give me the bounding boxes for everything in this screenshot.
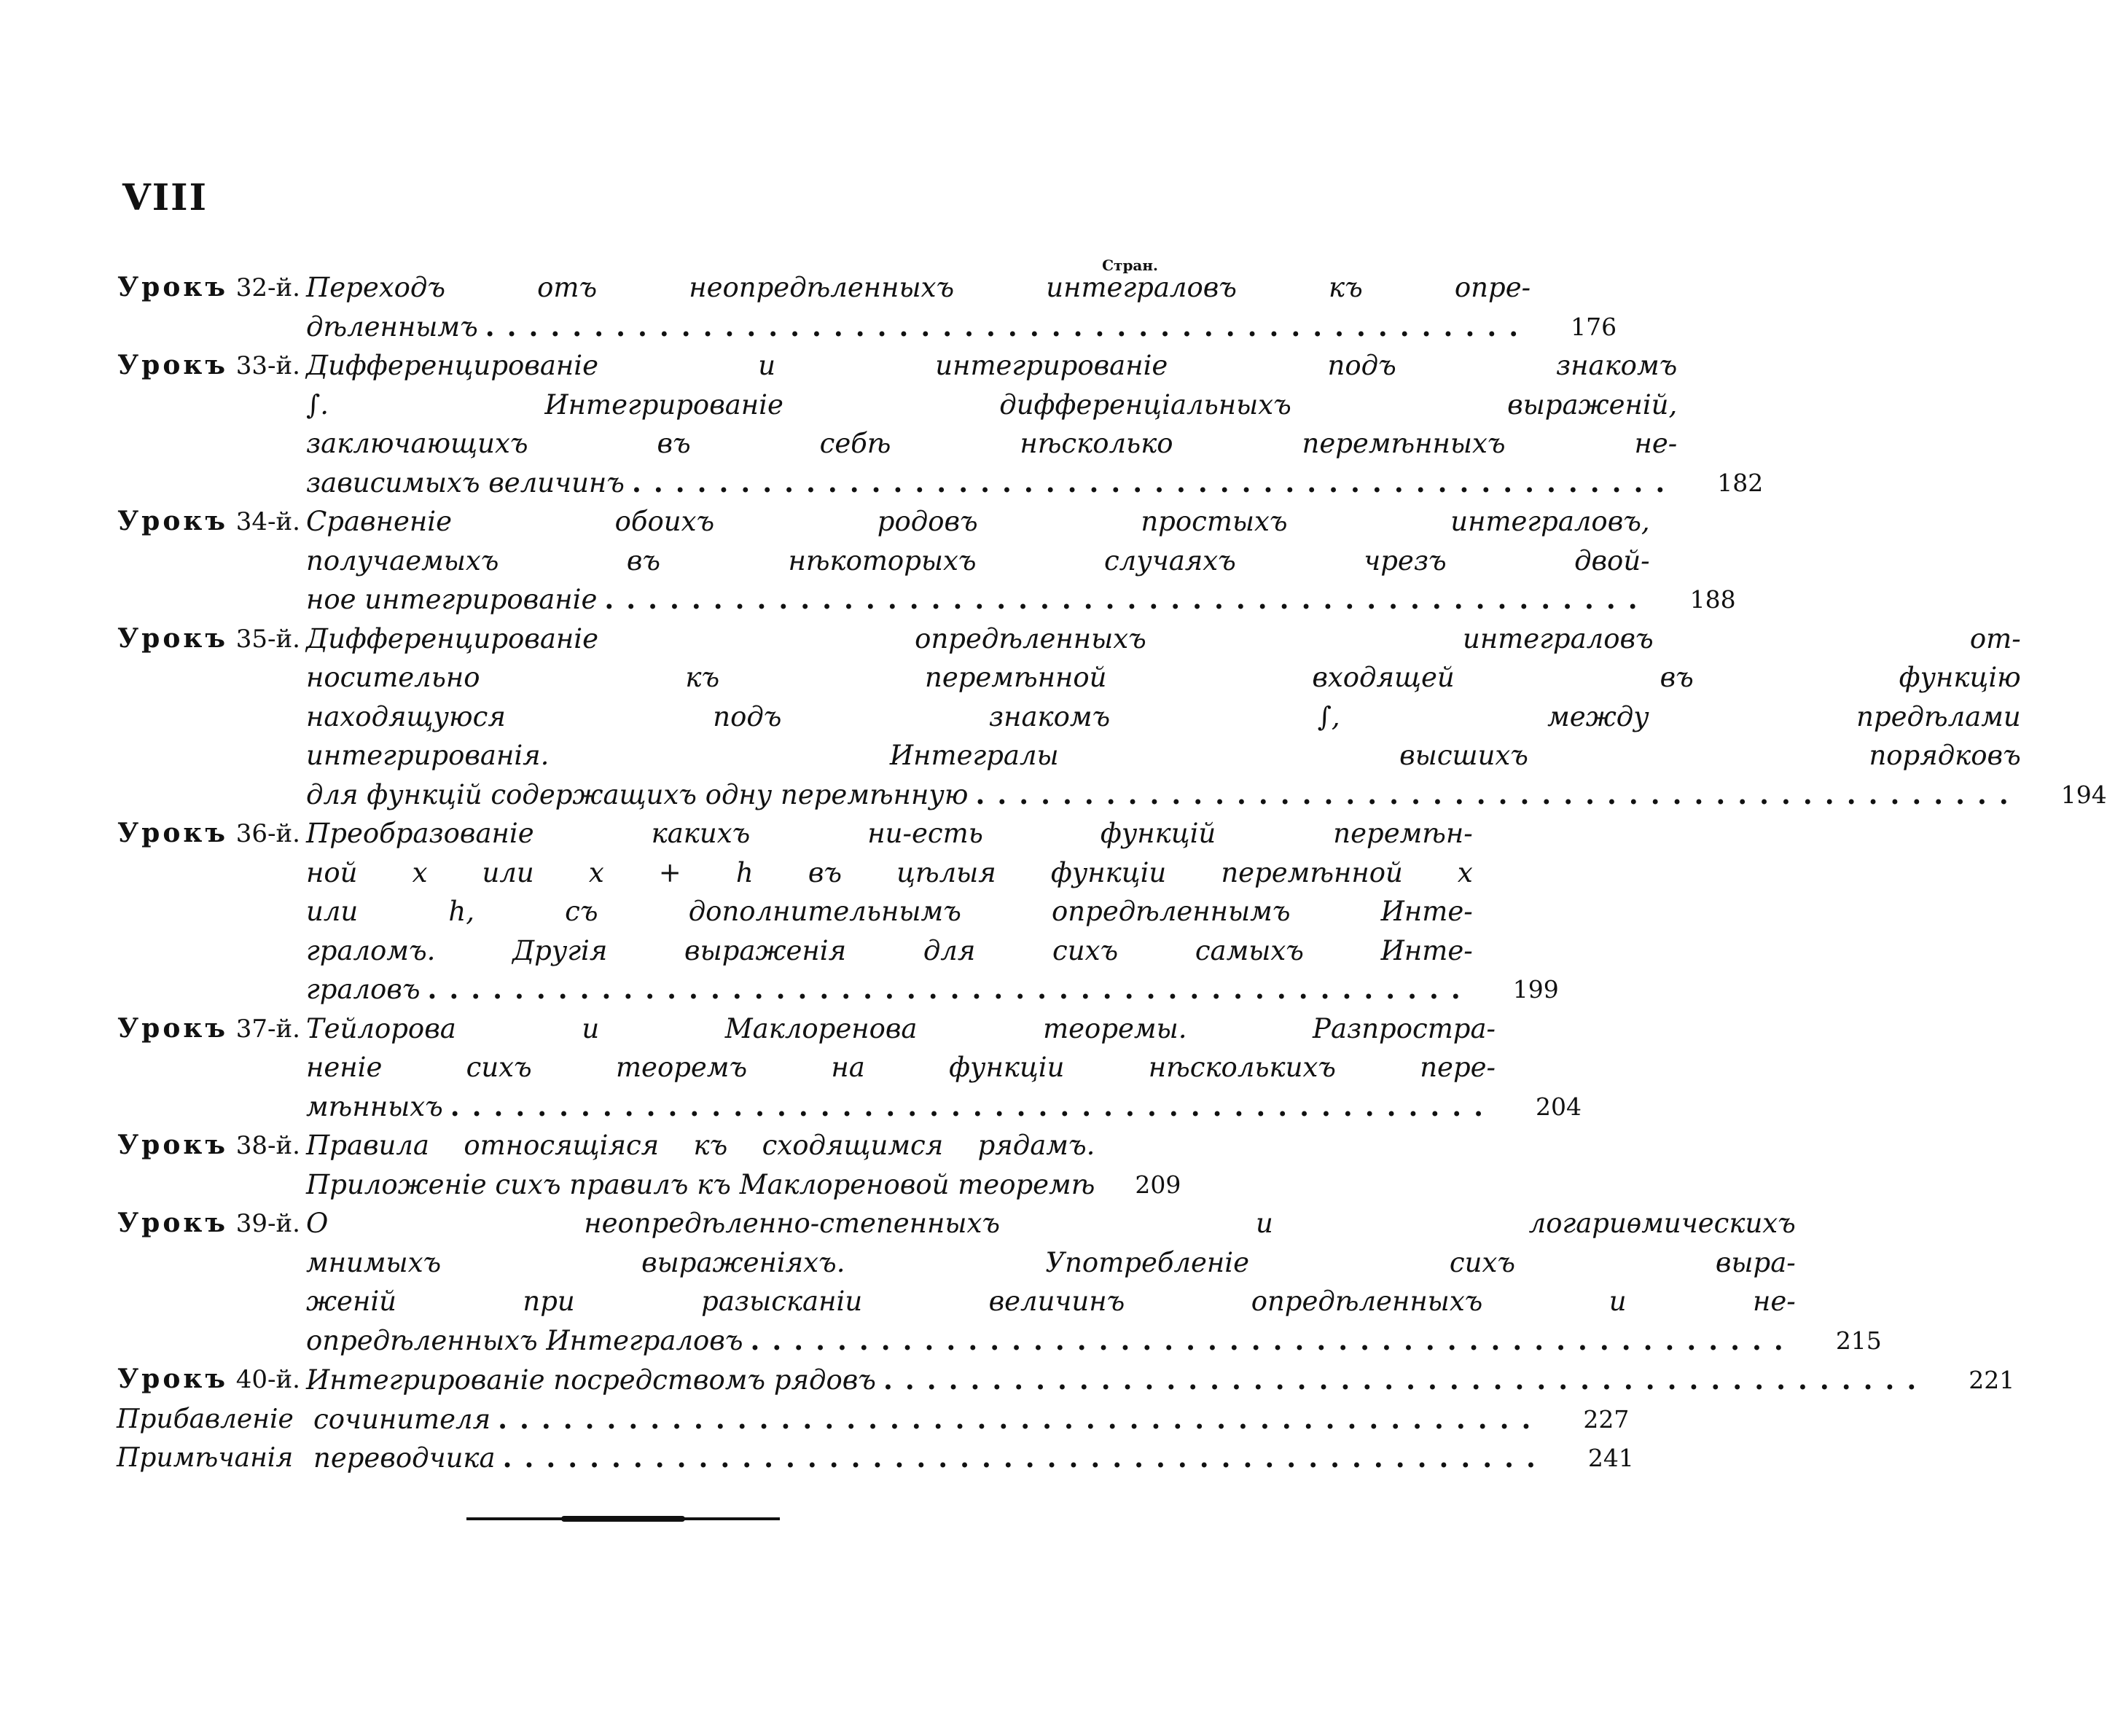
title-line: Приложеніе сихъ правилъ къ Маклореновой теоремѣ: [306, 1168, 1095, 1200]
toc-entry: [109, 1126, 1181, 1204]
lesson-number: 34-й.: [235, 507, 300, 536]
entry-label: [109, 1009, 306, 1049]
entry-title: [306, 1204, 1796, 1360]
entry-label: [109, 502, 306, 542]
title-line: находящуюся подъ знакомъ ∫, между предѣлами: [306, 700, 2021, 732]
lesson-number: 39-й.: [235, 1209, 300, 1238]
toc-entry: [109, 619, 2107, 815]
leader-dots: ................................................: [750, 1323, 1796, 1356]
title-last-line: [313, 1400, 1543, 1439]
entry-title: [306, 502, 1650, 619]
title-line: заключающихъ въ себѣ нѣсколько перемѣнныхъ не-: [306, 428, 1678, 459]
lesson-word: Урокъ: [117, 350, 228, 380]
lesson-number: 36-й.: [235, 819, 300, 848]
title-line: Тейлорова и Маклоренова теоремы. Разпростра-: [306, 1012, 1496, 1044]
leader-dots: ................................................: [498, 1402, 1544, 1435]
title-last-line: [306, 1321, 1796, 1361]
title-line: женій при разысканіи величинъ опредѣленныхъ и не-: [306, 1286, 1796, 1317]
title-last-line: [306, 775, 2021, 815]
lesson-word: Урокъ: [117, 1130, 228, 1160]
lesson-word: Урокъ: [117, 506, 228, 536]
title-line: мнимыхъ выраженіяхъ. Употребленіе сихъ выра-: [306, 1246, 1796, 1278]
lesson-word: Урокъ: [117, 1012, 228, 1044]
title-line: или h, съ дополнительнымъ опредѣленнымъ Инте-: [306, 896, 1473, 927]
page-column-header: Стран.: [1102, 257, 1158, 274]
entry-title: [306, 1361, 1928, 1400]
entry-title: [306, 1126, 1095, 1204]
lesson-number: 38-й.: [235, 1131, 300, 1160]
entry-title: [313, 1400, 1543, 1439]
page-reference: 221: [1969, 1366, 2015, 1394]
toc-entry: [109, 1204, 1882, 1360]
title-line: для функцій содержащихъ одну перемѣнную: [306, 778, 969, 810]
entry-title: [313, 1439, 1548, 1478]
title-line: Интегрированіе посредствомъ рядовъ: [306, 1364, 876, 1396]
entry-title: [306, 268, 1531, 346]
title-line: ∫. Интегрированіе дифференціальныхъ выраженій,: [306, 388, 1678, 421]
title-last-line: [306, 1087, 1496, 1127]
title-line: интегрированія. Интегралы высшихъ порядковъ: [306, 740, 2021, 771]
title-line: граломъ. Другія выраженія для сихъ самыхъ Инте-: [306, 934, 1473, 966]
page-reference: 176: [1571, 312, 1617, 341]
lesson-number: 37-й.: [235, 1014, 300, 1044]
entry-label: Прибавленіе: [117, 1404, 294, 1434]
page-reference: 194: [2060, 780, 2107, 809]
leader-dots: ................................................: [883, 1364, 1929, 1396]
title-line: неніе сихъ теоремъ на функціи нѣсколькихъ пере-: [306, 1052, 1496, 1083]
title-line: зависимыхъ величинъ: [306, 466, 625, 498]
lesson-number: 32-й.: [235, 273, 300, 302]
entry-label: [109, 1126, 306, 1166]
page-reference: 241: [1587, 1444, 1634, 1472]
entry-label: [109, 268, 306, 308]
lesson-word: Урокъ: [117, 818, 228, 848]
lesson-word: Урокъ: [117, 272, 228, 302]
title-line: граловъ: [306, 974, 421, 1005]
title-line: сочинителя: [313, 1403, 491, 1435]
page-number: VIII: [122, 176, 208, 219]
page-reference: 188: [1689, 585, 1736, 614]
toc-entry: [109, 502, 1736, 619]
page-reference: 227: [1583, 1404, 1630, 1434]
title-line: ное интегрированіе: [306, 584, 598, 615]
entry-title: [306, 619, 2021, 815]
title-last-line: [306, 580, 1650, 619]
title-last-line: [306, 1361, 1928, 1400]
title-line: ной x или x + h въ цѣлыя функціи перемѣнной x: [306, 856, 1473, 888]
lesson-word: Урокъ: [117, 1364, 228, 1394]
table-of-contents: [109, 268, 2107, 1478]
leader-dots: ................................................: [975, 778, 2021, 810]
entry-label: [109, 814, 306, 854]
leader-dots: ................................................: [502, 1442, 1548, 1474]
title-last-line: [306, 970, 1473, 1009]
title-last-line: [306, 308, 1531, 347]
title-line: опредѣленныхъ Интеграловъ: [306, 1324, 743, 1356]
entry-title: [306, 346, 1677, 502]
entry-label: [109, 619, 306, 660]
title-line: мѣнныхъ: [306, 1090, 443, 1122]
page-reference: 209: [1135, 1170, 1181, 1199]
toc-entry: [109, 1439, 1634, 1478]
decorative-rule: [466, 1517, 780, 1520]
entry-label: Примѣчанія: [117, 1443, 294, 1473]
toc-entry: [109, 1360, 2015, 1400]
lesson-number: 40-й.: [235, 1365, 300, 1394]
page-reference: 199: [1512, 975, 1559, 1004]
title-line: получаемыхъ въ нѣкоторыхъ случаяхъ чрезъ двой-: [306, 544, 1650, 576]
title-line: О неопредѣленно-степенныхъ и логариѳмическихъ: [306, 1208, 1796, 1239]
title-line: Правила относящіяся къ сходящимся рядамъ.: [306, 1130, 1095, 1161]
title-last-line: [306, 1165, 1095, 1205]
entry-label: [109, 1360, 306, 1400]
toc-entry: [109, 268, 1617, 346]
toc-entry: [109, 814, 1559, 1009]
title-line: Дифференцированіе и интегрированіе подъ знакомъ: [306, 350, 1678, 381]
entry-title: [306, 1009, 1496, 1127]
title-line: дѣленнымъ: [306, 310, 478, 343]
entry-label: [109, 1204, 306, 1244]
title-line: Дифференцированіе опредѣленныхъ интеграловъ от-: [306, 622, 2021, 654]
lesson-number: 35-й.: [235, 624, 300, 654]
entry-label: [109, 346, 306, 386]
toc-entry: [109, 346, 1764, 502]
title-last-line: [306, 464, 1677, 503]
toc-entry: [109, 1009, 1582, 1127]
leader-dots: ................................................: [631, 466, 1678, 498]
page-reference: 182: [1717, 468, 1764, 497]
leader-dots: ................................................: [450, 1090, 1496, 1122]
lesson-number: 33-й.: [235, 351, 300, 380]
leader-dots: ................................................: [485, 310, 1531, 343]
leader-dots: ................................................: [427, 973, 1473, 1005]
entry-title: [306, 814, 1473, 1009]
leader-dots: ................................................: [604, 583, 1650, 615]
title-line: Переходъ отъ неопредѣленныхъ интеграловъ къ опре-: [306, 272, 1531, 303]
lesson-word: Урокъ: [117, 622, 228, 654]
toc-entry: [109, 1400, 1630, 1439]
title-line: носительно къ перемѣнной входящей въ функцію: [306, 662, 2021, 693]
title-line: переводчика: [313, 1442, 496, 1474]
page-reference: 204: [1536, 1092, 1582, 1121]
title-line: Преобразованіе какихъ ни-есть функцій перемѣн-: [306, 818, 1473, 849]
title-last-line: [313, 1439, 1548, 1478]
lesson-word: Урокъ: [117, 1208, 228, 1238]
page-reference: 215: [1835, 1326, 1882, 1355]
title-line: Сравненіе обоихъ родовъ простыхъ интеграловъ,: [306, 506, 1650, 537]
